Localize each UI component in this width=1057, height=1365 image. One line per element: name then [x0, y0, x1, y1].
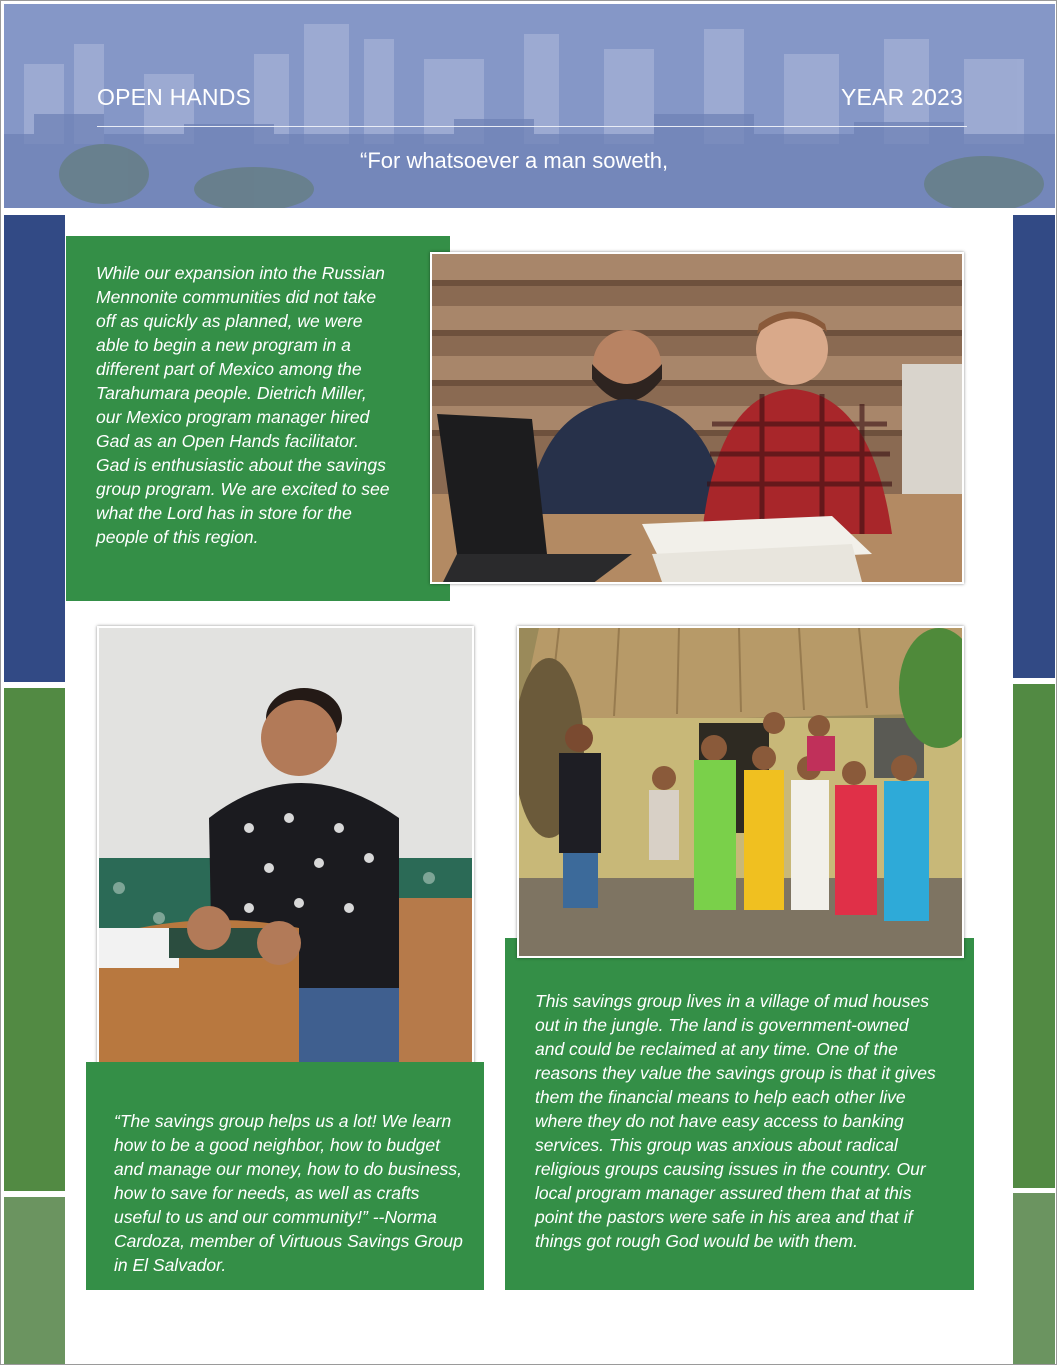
el-salvador-text: “The savings group helps us a lot! We learn how to be a good neighbor, how to budget and manage our money, how to do business, how to save for needs, as well as crafts useful to us and our community!” --Norma Cardoza, member of Virtuous Savings Group in El Salvador.: [114, 1111, 463, 1275]
photo-mexico-meeting: [430, 252, 964, 584]
photo-village-group: [517, 626, 964, 958]
right-bar-green: [1013, 684, 1055, 1188]
mexico-text: While our expansion into the Russian Mennonite communities did not take off as quickly as planned, we were able to begin a new program in a different part of Mexico among the Tarahumara people. Dietrich Miller, our Mexico program manager hired Gad as an Open Hands facilitator. Gad is enthusiastic about the savings group program. We are excited to see what the Lord has in store for the people of this region.: [96, 263, 390, 547]
header-banner: [4, 4, 1055, 208]
village-text: This savings group lives in a village of mud houses out in the jungle. The land is government-owned and could be reclaimed at any time. One of the reasons they value the savings group is that it gives them the financial means to help each other live where they do not have easy access to banking services. This group was anxious about radical religious groups causing issues in the country. Our local program manager assured them that at this point the pastors were safe in his area and that if things got rough God would be with them.: [535, 991, 936, 1251]
panel-mexico: [66, 236, 450, 601]
left-bar-green: [4, 688, 65, 1191]
header-brand: OPEN HANDS: [97, 84, 252, 110]
header-divider: [97, 126, 967, 127]
header-quote: “For whatsoever a man soweth,: [360, 148, 669, 173]
header-year: YEAR 2023: [841, 84, 963, 110]
photo-norma-cardoza: [97, 626, 474, 1084]
left-bar-blue: [4, 215, 65, 682]
panel-el-salvador: [86, 1062, 484, 1290]
left-bar-lightgreen: [4, 1197, 65, 1365]
panel-village: [505, 938, 974, 1290]
right-bar-blue: [1013, 215, 1055, 678]
right-bar-lightgreen: [1013, 1193, 1055, 1365]
